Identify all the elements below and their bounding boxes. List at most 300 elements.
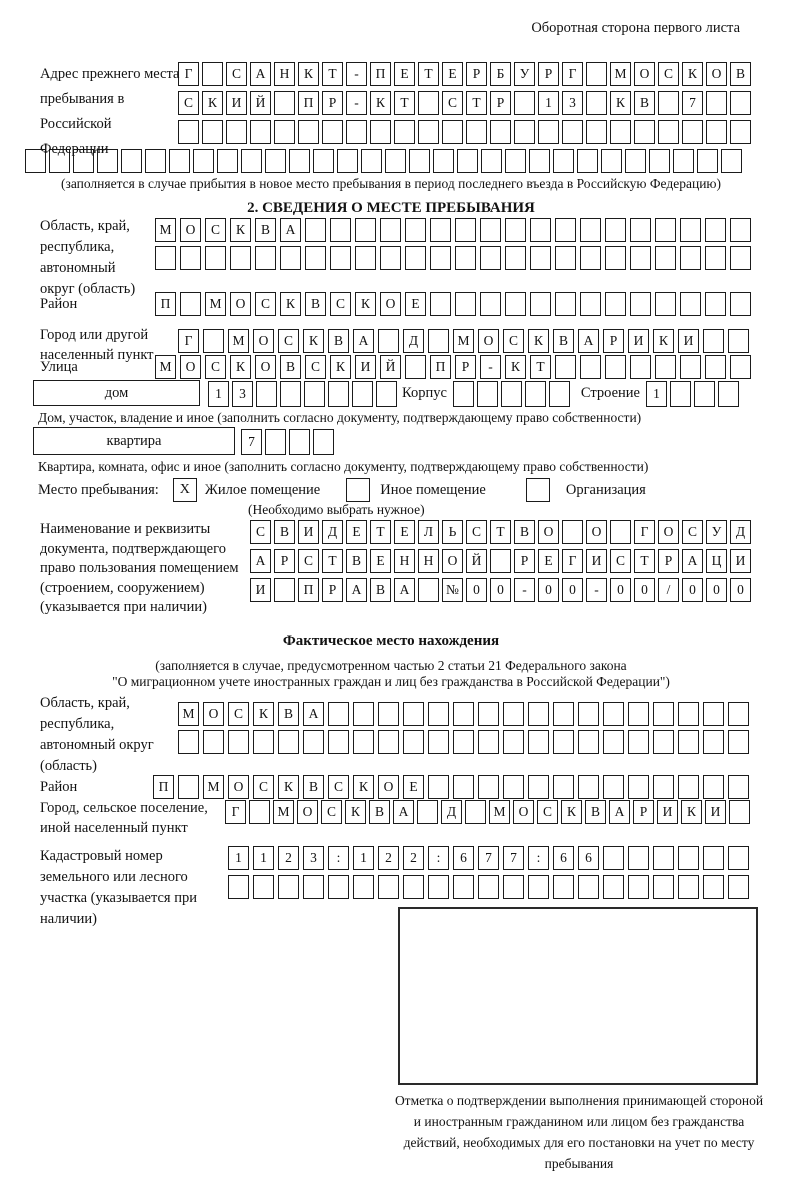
char-box[interactable]: [653, 875, 674, 899]
char-box[interactable]: [280, 381, 301, 407]
char-box[interactable]: К: [370, 91, 391, 115]
char-box[interactable]: [203, 730, 224, 754]
char-box[interactable]: [578, 702, 599, 726]
char-box[interactable]: [603, 846, 624, 870]
char-box[interactable]: О: [180, 355, 201, 379]
char-box[interactable]: [603, 702, 624, 726]
char-box[interactable]: [553, 775, 574, 799]
char-box[interactable]: 1: [253, 846, 274, 870]
char-box[interactable]: [355, 246, 376, 270]
char-box[interactable]: [418, 91, 439, 115]
char-box[interactable]: [530, 218, 551, 242]
char-box[interactable]: П: [155, 292, 176, 316]
char-box[interactable]: В: [278, 702, 299, 726]
char-box[interactable]: [503, 702, 524, 726]
char-box[interactable]: [728, 702, 749, 726]
korpus-row[interactable]: [453, 381, 573, 405]
char-box[interactable]: С: [228, 702, 249, 726]
char-box[interactable]: [430, 246, 451, 270]
char-box[interactable]: [728, 775, 749, 799]
char-box[interactable]: [428, 329, 449, 353]
char-box[interactable]: С: [278, 329, 299, 353]
char-box[interactable]: [480, 218, 501, 242]
char-box[interactable]: [274, 120, 295, 144]
char-box[interactable]: М: [203, 775, 224, 799]
char-box[interactable]: К: [681, 800, 702, 824]
char-box[interactable]: В: [280, 355, 301, 379]
char-box[interactable]: [378, 875, 399, 899]
char-box[interactable]: [418, 578, 439, 602]
char-box[interactable]: 6: [578, 846, 599, 870]
char-box[interactable]: 2: [278, 846, 299, 870]
char-box[interactable]: К: [298, 62, 319, 86]
char-box[interactable]: В: [303, 775, 324, 799]
char-box[interactable]: К: [682, 62, 703, 86]
char-box[interactable]: [330, 218, 351, 242]
char-box[interactable]: О: [478, 329, 499, 353]
char-box[interactable]: Ь: [442, 520, 463, 544]
char-box[interactable]: [580, 355, 601, 379]
char-box[interactable]: 0: [610, 578, 631, 602]
char-box[interactable]: Г: [634, 520, 655, 544]
char-box[interactable]: [530, 246, 551, 270]
char-box[interactable]: К: [528, 329, 549, 353]
char-box[interactable]: В: [255, 218, 276, 242]
char-box[interactable]: 2: [403, 846, 424, 870]
char-box[interactable]: [703, 730, 724, 754]
char-box[interactable]: Е: [538, 549, 559, 573]
char-box[interactable]: [203, 329, 224, 353]
char-box[interactable]: [289, 149, 310, 173]
char-box[interactable]: [525, 381, 546, 407]
char-box[interactable]: [653, 730, 674, 754]
char-box[interactable]: Т: [394, 91, 415, 115]
char-box[interactable]: Т: [530, 355, 551, 379]
char-box[interactable]: 2: [378, 846, 399, 870]
char-box[interactable]: [430, 218, 451, 242]
char-box[interactable]: [603, 775, 624, 799]
char-box[interactable]: [706, 120, 727, 144]
char-box[interactable]: [730, 355, 751, 379]
char-box[interactable]: [718, 381, 739, 407]
char-box[interactable]: Г: [225, 800, 246, 824]
char-box[interactable]: [378, 730, 399, 754]
char-box[interactable]: [278, 730, 299, 754]
char-box[interactable]: [417, 800, 438, 824]
char-box[interactable]: И: [226, 91, 247, 115]
char-box[interactable]: [655, 292, 676, 316]
char-box[interactable]: [303, 875, 324, 899]
char-box[interactable]: [605, 292, 626, 316]
char-box[interactable]: [328, 381, 349, 407]
char-box[interactable]: [703, 846, 724, 870]
char-box[interactable]: С: [205, 355, 226, 379]
char-box[interactable]: К: [353, 775, 374, 799]
char-box[interactable]: [680, 355, 701, 379]
char-box[interactable]: С: [503, 329, 524, 353]
char-box[interactable]: 1: [208, 381, 229, 407]
char-box[interactable]: [361, 149, 382, 173]
char-box[interactable]: [680, 246, 701, 270]
char-box[interactable]: [178, 120, 199, 144]
char-box[interactable]: В: [369, 800, 390, 824]
char-box[interactable]: [528, 730, 549, 754]
char-box[interactable]: [694, 381, 715, 407]
char-box[interactable]: :: [428, 846, 449, 870]
char-box[interactable]: [265, 149, 286, 173]
char-box[interactable]: Б: [490, 62, 511, 86]
char-box[interactable]: [180, 246, 201, 270]
char-box[interactable]: [304, 381, 325, 407]
char-box[interactable]: А: [578, 329, 599, 353]
char-box[interactable]: К: [330, 355, 351, 379]
char-box[interactable]: [355, 218, 376, 242]
char-box[interactable]: [678, 875, 699, 899]
char-box[interactable]: [376, 381, 397, 407]
char-box[interactable]: У: [706, 520, 727, 544]
char-box[interactable]: А: [394, 578, 415, 602]
char-box[interactable]: О: [253, 329, 274, 353]
char-box[interactable]: [730, 120, 751, 144]
char-box[interactable]: [330, 246, 351, 270]
char-box[interactable]: С: [226, 62, 247, 86]
document-row-1[interactable]: [250, 520, 757, 544]
char-box[interactable]: [503, 875, 524, 899]
char-box[interactable]: [670, 381, 691, 407]
char-box[interactable]: М: [453, 329, 474, 353]
char-box[interactable]: [202, 120, 223, 144]
char-box[interactable]: [337, 149, 358, 173]
char-box[interactable]: [703, 775, 724, 799]
char-box[interactable]: [729, 800, 750, 824]
char-box[interactable]: [514, 120, 535, 144]
char-box[interactable]: О: [228, 775, 249, 799]
char-box[interactable]: [370, 120, 391, 144]
char-box[interactable]: О: [180, 218, 201, 242]
char-box[interactable]: С: [298, 549, 319, 573]
char-box[interactable]: [428, 730, 449, 754]
char-box[interactable]: -: [480, 355, 501, 379]
apartment-number-row[interactable]: [241, 429, 337, 453]
char-box[interactable]: Р: [658, 549, 679, 573]
char-box[interactable]: И: [355, 355, 376, 379]
actual-region-row-1[interactable]: [178, 702, 757, 726]
char-box[interactable]: [580, 292, 601, 316]
char-box[interactable]: [480, 292, 501, 316]
char-box[interactable]: О: [538, 520, 559, 544]
char-box[interactable]: [530, 292, 551, 316]
char-box[interactable]: 1: [228, 846, 249, 870]
char-box[interactable]: С: [442, 91, 463, 115]
char-box[interactable]: [706, 91, 727, 115]
char-box[interactable]: 7: [503, 846, 524, 870]
char-box[interactable]: С: [658, 62, 679, 86]
char-box[interactable]: [553, 702, 574, 726]
char-box[interactable]: [605, 355, 626, 379]
char-box[interactable]: [697, 149, 718, 173]
char-box[interactable]: [385, 149, 406, 173]
char-box[interactable]: К: [505, 355, 526, 379]
char-box[interactable]: [453, 875, 474, 899]
char-box[interactable]: [394, 120, 415, 144]
char-box[interactable]: [705, 218, 726, 242]
char-box[interactable]: Г: [178, 62, 199, 86]
char-box[interactable]: [453, 702, 474, 726]
char-box[interactable]: Р: [633, 800, 654, 824]
char-box[interactable]: [630, 246, 651, 270]
char-box[interactable]: Й: [380, 355, 401, 379]
char-box[interactable]: [605, 246, 626, 270]
char-box[interactable]: [490, 120, 511, 144]
char-box[interactable]: В: [730, 62, 751, 86]
char-box[interactable]: [630, 292, 651, 316]
char-box[interactable]: [705, 355, 726, 379]
char-box[interactable]: [580, 246, 601, 270]
char-box[interactable]: [478, 875, 499, 899]
char-box[interactable]: [625, 149, 646, 173]
char-box[interactable]: [578, 775, 599, 799]
char-box[interactable]: [529, 149, 550, 173]
char-box[interactable]: [405, 218, 426, 242]
char-box[interactable]: Е: [442, 62, 463, 86]
char-box[interactable]: -: [514, 578, 535, 602]
char-box[interactable]: [678, 775, 699, 799]
char-box[interactable]: [630, 218, 651, 242]
char-box[interactable]: [649, 149, 670, 173]
char-box[interactable]: 0: [682, 578, 703, 602]
char-box[interactable]: 3: [232, 381, 253, 407]
char-box[interactable]: [380, 246, 401, 270]
char-box[interactable]: Н: [394, 549, 415, 573]
char-box[interactable]: И: [628, 329, 649, 353]
char-box[interactable]: [586, 91, 607, 115]
char-box[interactable]: [180, 292, 201, 316]
district-row[interactable]: [155, 292, 757, 316]
char-box[interactable]: П: [370, 62, 391, 86]
char-box[interactable]: [634, 120, 655, 144]
char-box[interactable]: [655, 218, 676, 242]
char-box[interactable]: [256, 381, 277, 407]
char-box[interactable]: [481, 149, 502, 173]
char-box[interactable]: С: [250, 520, 271, 544]
char-box[interactable]: 1: [353, 846, 374, 870]
char-box[interactable]: [505, 292, 526, 316]
house-number-row[interactable]: [208, 381, 400, 405]
char-box[interactable]: 7: [682, 91, 703, 115]
char-box[interactable]: [378, 329, 399, 353]
char-box[interactable]: [577, 149, 598, 173]
char-box[interactable]: [274, 578, 295, 602]
char-box[interactable]: [605, 218, 626, 242]
char-box[interactable]: И: [657, 800, 678, 824]
char-box[interactable]: [217, 149, 238, 173]
prev-address-row-2[interactable]: [178, 91, 757, 115]
char-box[interactable]: [553, 149, 574, 173]
char-box[interactable]: Р: [603, 329, 624, 353]
char-box[interactable]: К: [345, 800, 366, 824]
char-box[interactable]: -: [346, 91, 367, 115]
char-box[interactable]: :: [528, 846, 549, 870]
char-box[interactable]: С: [682, 520, 703, 544]
char-box[interactable]: [253, 875, 274, 899]
char-box[interactable]: [505, 149, 526, 173]
char-box[interactable]: Т: [322, 549, 343, 573]
char-box[interactable]: 0: [490, 578, 511, 602]
char-box[interactable]: [678, 730, 699, 754]
char-box[interactable]: О: [442, 549, 463, 573]
char-box[interactable]: [553, 730, 574, 754]
char-box[interactable]: [455, 218, 476, 242]
char-box[interactable]: Л: [418, 520, 439, 544]
char-box[interactable]: С: [305, 355, 326, 379]
char-box[interactable]: Г: [562, 549, 583, 573]
char-box[interactable]: [228, 730, 249, 754]
char-box[interactable]: В: [553, 329, 574, 353]
char-box[interactable]: [453, 730, 474, 754]
char-box[interactable]: [305, 218, 326, 242]
char-box[interactable]: О: [380, 292, 401, 316]
char-box[interactable]: [578, 875, 599, 899]
char-box[interactable]: [228, 875, 249, 899]
char-box[interactable]: [653, 775, 674, 799]
char-box[interactable]: [586, 62, 607, 86]
region-row-2[interactable]: [155, 246, 757, 270]
char-box[interactable]: Н: [274, 62, 295, 86]
char-box[interactable]: [380, 218, 401, 242]
char-box[interactable]: [628, 730, 649, 754]
char-box[interactable]: Т: [322, 62, 343, 86]
char-box[interactable]: М: [155, 355, 176, 379]
char-box[interactable]: Е: [403, 775, 424, 799]
char-box[interactable]: О: [255, 355, 276, 379]
char-box[interactable]: [728, 730, 749, 754]
char-box[interactable]: Г: [562, 62, 583, 86]
char-box[interactable]: [578, 730, 599, 754]
char-box[interactable]: 3: [562, 91, 583, 115]
char-box[interactable]: И: [730, 549, 751, 573]
char-box[interactable]: [418, 120, 439, 144]
char-box[interactable]: [278, 875, 299, 899]
char-box[interactable]: [655, 355, 676, 379]
char-box[interactable]: [241, 149, 262, 173]
char-box[interactable]: [680, 292, 701, 316]
char-box[interactable]: [514, 91, 535, 115]
region-row-1[interactable]: [155, 218, 757, 242]
char-box[interactable]: В: [634, 91, 655, 115]
char-box[interactable]: [555, 355, 576, 379]
char-box[interactable]: [503, 775, 524, 799]
prev-address-row-3[interactable]: [178, 120, 757, 144]
char-box[interactable]: А: [280, 218, 301, 242]
char-box[interactable]: [705, 246, 726, 270]
char-box[interactable]: О: [203, 702, 224, 726]
char-box[interactable]: Т: [634, 549, 655, 573]
char-box[interactable]: [678, 702, 699, 726]
char-box[interactable]: [226, 120, 247, 144]
char-box[interactable]: -: [586, 578, 607, 602]
char-box[interactable]: Т: [418, 62, 439, 86]
char-box[interactable]: [280, 246, 301, 270]
char-box[interactable]: М: [228, 329, 249, 353]
checkbox-other-premises[interactable]: [346, 478, 370, 502]
char-box[interactable]: [580, 218, 601, 242]
char-box[interactable]: [202, 62, 223, 86]
char-box[interactable]: [403, 702, 424, 726]
char-box[interactable]: [352, 381, 373, 407]
char-box[interactable]: Д: [730, 520, 751, 544]
char-box[interactable]: С: [253, 775, 274, 799]
char-box[interactable]: Е: [405, 292, 426, 316]
char-box[interactable]: №: [442, 578, 463, 602]
char-box[interactable]: Е: [346, 520, 367, 544]
actual-city-row[interactable]: [225, 800, 757, 824]
char-box[interactable]: И: [586, 549, 607, 573]
char-box[interactable]: [478, 730, 499, 754]
char-box[interactable]: [313, 149, 334, 173]
char-box[interactable]: Д: [322, 520, 343, 544]
char-box[interactable]: [528, 875, 549, 899]
char-box[interactable]: 1: [646, 381, 667, 407]
char-box[interactable]: В: [305, 292, 326, 316]
char-box[interactable]: [658, 120, 679, 144]
char-box[interactable]: [653, 846, 674, 870]
char-box[interactable]: Р: [490, 91, 511, 115]
char-box[interactable]: [730, 246, 751, 270]
char-box[interactable]: К: [561, 800, 582, 824]
char-box[interactable]: О: [513, 800, 534, 824]
char-box[interactable]: Ц: [706, 549, 727, 573]
char-box[interactable]: [298, 120, 319, 144]
char-box[interactable]: [682, 120, 703, 144]
char-box[interactable]: [205, 246, 226, 270]
char-box[interactable]: Р: [322, 91, 343, 115]
char-box[interactable]: [610, 120, 631, 144]
char-box[interactable]: [328, 875, 349, 899]
char-box[interactable]: [478, 702, 499, 726]
char-box[interactable]: [528, 775, 549, 799]
char-box[interactable]: /: [658, 578, 679, 602]
char-box[interactable]: К: [202, 91, 223, 115]
char-box[interactable]: [428, 702, 449, 726]
char-box[interactable]: О: [230, 292, 251, 316]
char-box[interactable]: [501, 381, 522, 407]
char-box[interactable]: [730, 292, 751, 316]
char-box[interactable]: М: [178, 702, 199, 726]
char-box[interactable]: К: [253, 702, 274, 726]
char-box[interactable]: [658, 91, 679, 115]
char-box[interactable]: [562, 120, 583, 144]
char-box[interactable]: [430, 292, 451, 316]
char-box[interactable]: К: [355, 292, 376, 316]
char-box[interactable]: О: [634, 62, 655, 86]
city-row[interactable]: [178, 329, 757, 353]
char-box[interactable]: [442, 120, 463, 144]
char-box[interactable]: [457, 149, 478, 173]
char-box[interactable]: [673, 149, 694, 173]
char-box[interactable]: С: [255, 292, 276, 316]
actual-district-row[interactable]: [153, 775, 757, 799]
char-box[interactable]: С: [537, 800, 558, 824]
char-box[interactable]: С: [610, 549, 631, 573]
char-box[interactable]: Е: [370, 549, 391, 573]
document-row-3[interactable]: [250, 578, 757, 602]
char-box[interactable]: Д: [403, 329, 424, 353]
char-box[interactable]: [628, 875, 649, 899]
char-box[interactable]: [405, 355, 426, 379]
cadastre-row-2[interactable]: [228, 875, 757, 899]
char-box[interactable]: [528, 702, 549, 726]
char-box[interactable]: В: [328, 329, 349, 353]
